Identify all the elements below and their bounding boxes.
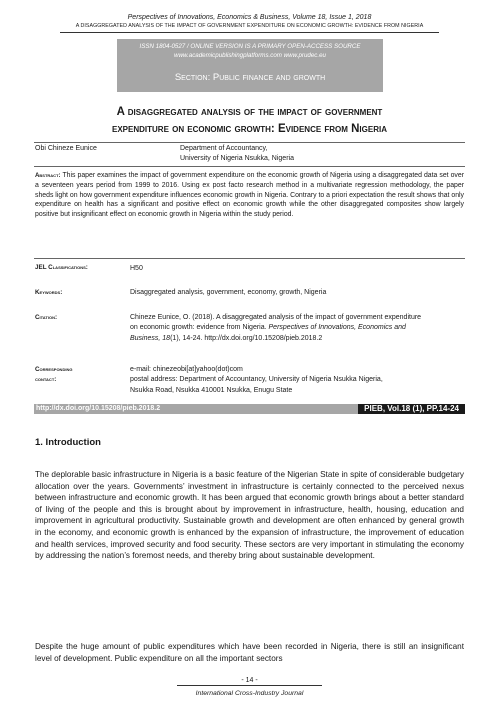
- corresponding-label: Corresponding: [35, 366, 73, 373]
- header-divider: [60, 32, 439, 33]
- jel-label: JEL Classifications:: [35, 264, 88, 271]
- abstract-label: Abstract:: [35, 172, 61, 179]
- divider: [34, 142, 465, 143]
- article-title-line-2: expenditure on economic growth: Evidence from Nigeria: [112, 123, 387, 135]
- article-title: [40, 104, 459, 138]
- jel-value: H50: [130, 265, 143, 272]
- abstract-text: This paper examines the impact of government expenditure on the economic growth of Nigeria using a disaggregated data set over a seventeen years period from 1999 to 2016. Using ex post facto research method in a multivariate regression methodology, the paper sheds light on how government expenditure influences economic growth in Nigeria. Contrary to a priori expectation the result shows that only expenditure on health has a significant and positive effect on economic growth while the other disaggregated composites show largely positive but insignificant effect on economic growth in Nigeria within the study period.: [35, 172, 464, 219]
- citation-journal: Perspectives of Innovations, Economics and Business, 18: [130, 324, 406, 342]
- website-links[interactable]: www.academicpublishingplatforms.com www.prudec.eu: [173, 52, 326, 59]
- keywords-label: Keywords:: [35, 289, 63, 296]
- footer-journal-name: International Cross-Industry Journal: [195, 690, 304, 697]
- journal-banner: [117, 39, 383, 92]
- divider: [34, 258, 465, 259]
- corresponding-contact: [130, 365, 465, 396]
- abstract: [35, 171, 464, 220]
- doi-bar: [34, 404, 465, 414]
- section-label: Section: Public finance and growth: [174, 72, 326, 83]
- citation-text: Chineze Eunice, O. (2018). A disaggregated analysis of the impact of government expenditure on economic growth: evidence from Nigeria.: [130, 314, 422, 332]
- journal-header-line: Perspectives of Innovations, Economics & Business, Volume 18, Issue 1, 2018: [127, 14, 372, 21]
- email-line[interactable]: e-mail: chinezeobi[at]yahoo(dot)com: [130, 366, 243, 373]
- footer-divider: [177, 685, 322, 686]
- body-paragraph-2: Despite the huge amount of public expenditures which have been recorded in Nigeria, there is still an insignificant level of development. Public expenditure on all the important sectors: [35, 642, 464, 663]
- postal-line-2: Nsukka Road, Nsukka 410001 Nsukka, Enugu State: [130, 386, 293, 394]
- affiliation-line-2: University of Nigeria Nsukka, Nigeria: [180, 155, 294, 162]
- keywords-value: Disaggregated analysis, government, economy, growth, Nigeria: [130, 289, 327, 296]
- citation-value: [130, 313, 430, 344]
- doi-link[interactable]: http://dx.doi.org/10.15208/pieb.2018.2: [36, 405, 161, 412]
- issn-line: ISSN 1804-0527 / ONLINE VERSION IS A PRIMARY OPEN-ACCESS SOURCE: [139, 43, 361, 50]
- author-name: Obi Chineze Eunice: [35, 145, 97, 152]
- affiliation-line-1: Department of Accountancy,: [180, 145, 268, 152]
- postal-line-1: postal address: Department of Accountancy, University of Nigeria Nsukka Nigeria,: [130, 376, 383, 384]
- corresponding-label-2: contact:: [35, 376, 57, 383]
- citation-label: Citation:: [35, 314, 58, 321]
- body-paragraph-1: The deplorable basic infrastructure in Nigeria is a basic feature of the Nigerian State in spite of considerable budgetary allocation over the years. Governments’ investment in infrastructure is certainly connected to the perceived nexus between infrastructure and economic growth. It has been argued that economic growth brings about a better standard of living of the people and this is brought about by improvement in infrastructure, health, housing, education and improvement in agricultural productivity. Sustainable growth and development are often enhanced by general growth in the economy, and economic growth is enhanced by the expansion of infrastructure, the improvement of education and health services, improved security and food security. These sectors are very important in stimulating the economy by addressing the nation’s foremost needs, and thereby bring about sustainable development.: [35, 470, 464, 561]
- pieb-volume-badge: PIEB, Vol.18 (1), PP.14-24: [358, 404, 465, 414]
- section-heading: 1. Introduction: [35, 437, 101, 448]
- divider: [34, 166, 465, 167]
- running-title: A DISAGGREGATED ANALYSIS OF THE IMPACT OF GOVERNMENT EXPENDITURE ON ECONOMIC GROWTH: EVIDENCE FROM NIGERIA: [75, 23, 424, 29]
- article-title-line-1: A disaggregated analysis of the impact of government: [116, 106, 383, 118]
- citation-doi[interactable]: (1), 14-24. http://dx.doi.org/10.15208/pieb.2018.2: [170, 334, 323, 342]
- page-number: - 14 -: [241, 677, 258, 684]
